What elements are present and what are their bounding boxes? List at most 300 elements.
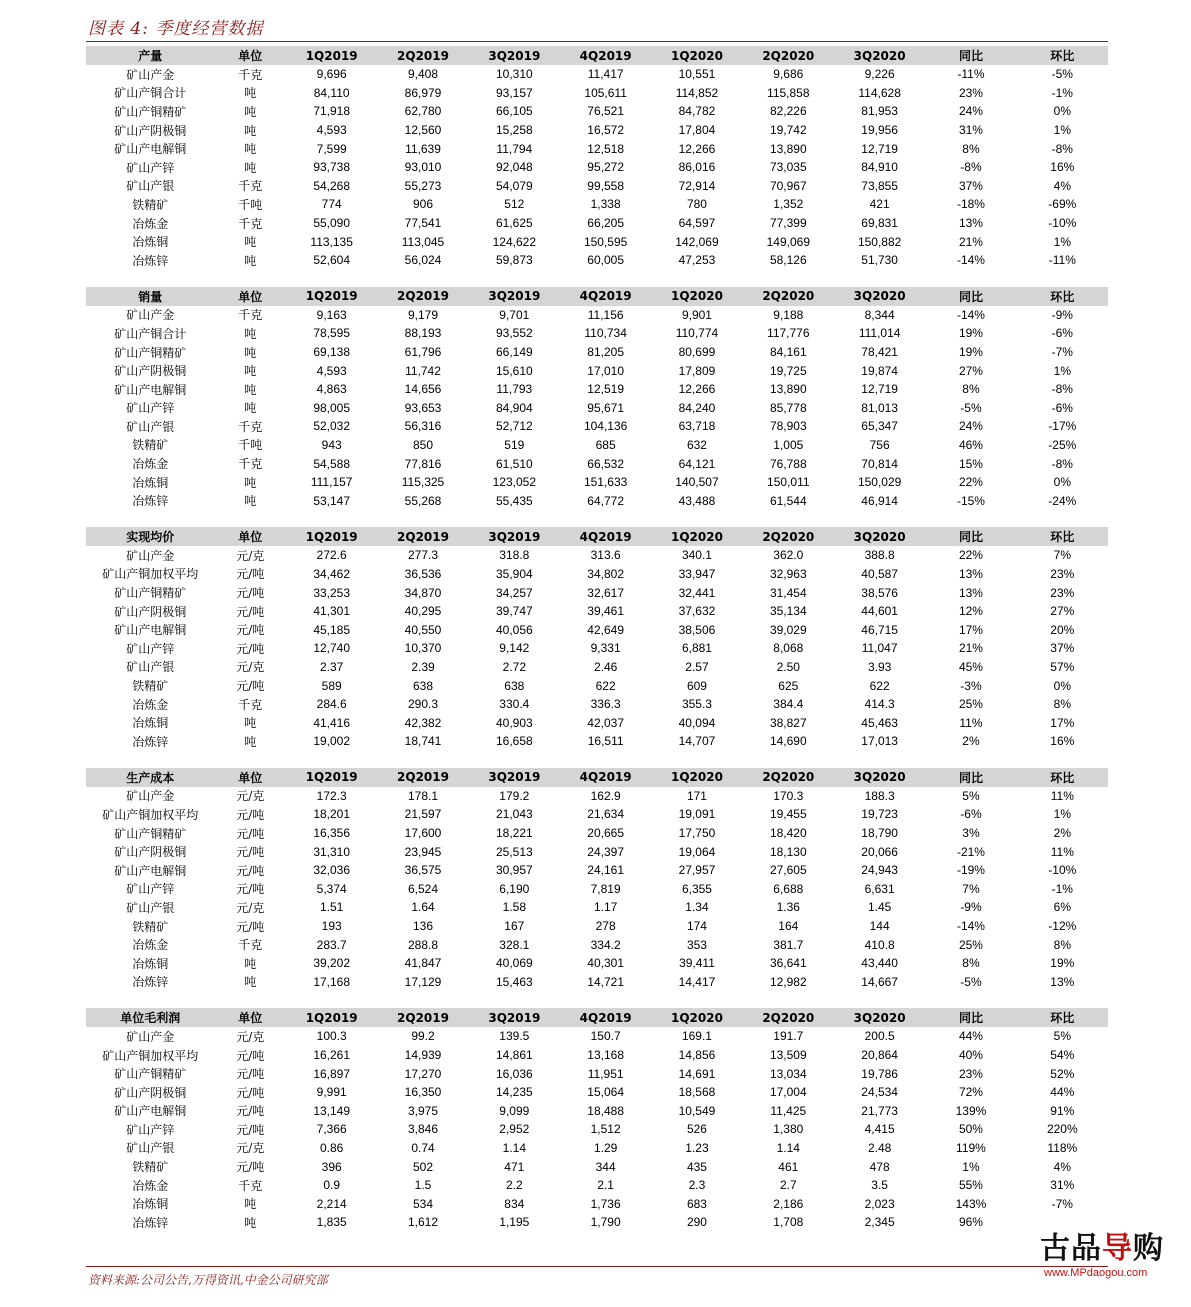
value-cell: 9,696	[316, 67, 347, 82]
unit-cell: 吨	[244, 160, 257, 175]
value-cell: 17,270	[404, 1066, 442, 1081]
value-cell: 461	[778, 1159, 799, 1174]
value-cell: 19,002	[313, 734, 351, 749]
source-note: 资料来源:公司公告,万得资讯,中金公司研究部	[88, 1273, 328, 1287]
table-row	[86, 491, 1108, 510]
table-row	[86, 1157, 1108, 1176]
value-cell: 16%	[1050, 160, 1075, 175]
value-cell: 0.86	[319, 1140, 344, 1155]
value-cell: 17,010	[587, 363, 624, 378]
value-cell: 17,804	[678, 123, 716, 138]
column-header: 4Q2019	[560, 527, 651, 546]
table-section	[86, 527, 1108, 751]
row-label: 矿山产锌	[126, 1122, 175, 1137]
value-cell: 38,576	[861, 585, 898, 600]
value-cell: 40,056	[495, 622, 533, 637]
value-cell: 37%	[958, 178, 983, 193]
value-cell: -9%	[1051, 307, 1073, 322]
value-cell: 16,897	[313, 1066, 351, 1081]
value-cell: 55,268	[404, 493, 442, 508]
value-cell: 16,350	[404, 1085, 442, 1100]
value-cell: 3.93	[867, 659, 892, 674]
value-cell: 46%	[958, 437, 983, 452]
table-row	[86, 639, 1108, 658]
value-cell: 7,599	[316, 141, 347, 156]
value-cell: 91%	[1050, 1103, 1075, 1118]
table-row	[86, 177, 1108, 196]
row-label: 矿山产铜精矿	[114, 826, 187, 841]
value-cell: 96%	[958, 1215, 983, 1230]
value-cell: 7%	[962, 881, 980, 896]
unit-cell: 元/吨	[236, 604, 265, 619]
value-cell: 88,193	[404, 326, 442, 341]
table-section	[86, 1008, 1108, 1232]
value-cell: 39,029	[769, 622, 807, 637]
value-cell: 10,551	[678, 67, 716, 82]
value-cell: 114,628	[858, 85, 901, 100]
value-cell: -3%	[960, 678, 982, 693]
table-row	[86, 880, 1108, 899]
value-cell: 71,918	[313, 104, 351, 119]
unit-cell: 千克	[238, 419, 263, 434]
value-cell: -10%	[1048, 216, 1077, 231]
value-cell: 20,864	[861, 1048, 898, 1063]
unit-cell: 元/吨	[236, 679, 265, 694]
value-cell: 1.58	[502, 900, 526, 915]
value-cell: 12,518	[587, 141, 624, 156]
value-cell: 16,572	[587, 123, 624, 138]
value-cell: 4%	[1053, 178, 1071, 193]
unit-cell: 吨	[244, 123, 257, 138]
value-cell: 19,874	[861, 363, 898, 378]
value-cell: 84,161	[769, 345, 807, 360]
value-cell: 526	[686, 1122, 707, 1137]
value-cell: 5,374	[316, 881, 347, 896]
value-cell: 9,701	[499, 307, 530, 322]
value-cell: 410.8	[864, 937, 895, 952]
value-cell: 334.2	[590, 937, 621, 952]
value-cell: 111,157	[310, 475, 353, 490]
value-cell: 16,261	[313, 1048, 351, 1063]
value-cell: 12,519	[587, 382, 624, 397]
column-header: 4Q2019	[560, 287, 651, 306]
unit-cell: 千克	[238, 457, 263, 472]
row-label: 矿山产锌	[126, 882, 175, 897]
value-cell: 32,441	[678, 585, 716, 600]
value-cell: 34,257	[495, 585, 533, 600]
value-cell: 1.17	[593, 900, 618, 915]
value-cell: 344	[595, 1159, 616, 1174]
value-cell: -8%	[960, 160, 982, 175]
value-cell: 27%	[1050, 604, 1075, 619]
value-cell: -5%	[960, 974, 982, 989]
value-cell: 12,982	[769, 974, 807, 989]
value-cell: 33,253	[313, 585, 351, 600]
value-cell: 12%	[958, 604, 983, 619]
value-cell: 4,415	[864, 1122, 895, 1137]
value-cell: 396	[321, 1159, 342, 1174]
value-cell: 9,226	[864, 67, 895, 82]
unit-cell: 千克	[238, 938, 263, 953]
value-cell: 20,665	[587, 826, 624, 841]
value-cell: 144	[869, 919, 890, 934]
value-cell: 42,037	[587, 715, 624, 730]
value-cell: 13%	[958, 566, 983, 581]
value-cell: 34,802	[587, 566, 624, 581]
table-row	[86, 1027, 1108, 1046]
column-header: 2Q2020	[743, 527, 834, 546]
table-row	[86, 1120, 1108, 1139]
value-cell: 1.29	[593, 1140, 618, 1155]
unit-cell: 元/吨	[236, 919, 265, 934]
value-cell: 24%	[958, 104, 983, 119]
value-cell: 512	[504, 197, 525, 212]
value-cell: 21,773	[861, 1103, 898, 1118]
value-cell: 330.4	[499, 697, 530, 712]
value-cell: 149,069	[766, 234, 810, 249]
value-cell: 1%	[1053, 123, 1071, 138]
value-cell: 2.72	[502, 659, 526, 674]
value-cell: 24%	[958, 419, 983, 434]
value-cell: -10%	[1048, 863, 1077, 878]
row-label: 矿山产银	[126, 179, 175, 194]
watermark-part: 导	[1102, 1232, 1133, 1265]
value-cell: 45,185	[313, 622, 351, 637]
value-cell: 77,399	[769, 216, 807, 231]
value-cell: 50%	[958, 1122, 983, 1137]
value-cell: 78,903	[769, 419, 807, 434]
value-cell: 31,310	[313, 844, 351, 859]
value-cell: 124,622	[492, 234, 537, 249]
value-cell: -18%	[956, 197, 985, 212]
value-cell: 38,506	[678, 622, 716, 637]
row-label: 矿山产铜加权平均	[102, 1048, 199, 1063]
value-cell: 850	[412, 437, 433, 452]
value-cell: 14,417	[678, 974, 716, 989]
column-header: 3Q2020	[834, 527, 925, 546]
value-cell: 58,126	[769, 253, 807, 268]
value-cell: 27,605	[769, 863, 807, 878]
unit-cell: 千克	[238, 67, 263, 82]
row-label: 矿山产银	[126, 1141, 175, 1156]
value-cell: 11,047	[861, 641, 898, 656]
value-cell: 93,653	[404, 400, 442, 415]
value-cell: 220%	[1046, 1122, 1078, 1137]
value-cell: 56,316	[404, 419, 442, 434]
value-cell: 1,338	[590, 197, 621, 212]
value-cell: 150.7	[590, 1029, 621, 1044]
unit-cell: 吨	[244, 235, 257, 250]
value-cell: 33,947	[678, 566, 716, 581]
value-cell: 93,738	[313, 160, 351, 175]
value-cell: 288.8	[407, 937, 438, 952]
row-label: 冶炼锌	[132, 253, 169, 268]
value-cell: 1,352	[773, 197, 804, 212]
table-row	[86, 1102, 1108, 1121]
table-row	[86, 232, 1108, 251]
table-row	[86, 380, 1108, 399]
value-cell: 19,786	[861, 1066, 898, 1081]
value-cell: 290	[686, 1215, 707, 1230]
value-cell: 18,201	[313, 807, 351, 822]
value-cell: 12,266	[678, 141, 716, 156]
value-cell: 384.4	[773, 697, 804, 712]
value-cell: 41,416	[313, 715, 351, 730]
table-row	[86, 1064, 1108, 1083]
unit-cell: 元/克	[236, 548, 265, 563]
table-row	[86, 565, 1108, 584]
value-cell: 55,090	[313, 216, 351, 231]
value-cell: 20,066	[861, 844, 898, 859]
value-cell: -12%	[1048, 919, 1077, 934]
value-cell: 11,951	[587, 1066, 624, 1081]
value-cell: 6,190	[499, 881, 530, 896]
value-cell: 51,730	[861, 253, 898, 268]
column-header: 3Q2020	[834, 287, 925, 306]
value-cell: 40,550	[404, 622, 442, 637]
value-cell: 17,600	[404, 826, 442, 841]
value-cell: 72,914	[678, 178, 716, 193]
value-cell: 5%	[1053, 1029, 1071, 1044]
value-cell: 41,847	[404, 956, 442, 971]
section-header: 产量	[86, 46, 215, 65]
column-header: 1Q2019	[286, 46, 377, 65]
value-cell: 1%	[962, 1159, 980, 1174]
row-label: 冶炼铜	[132, 956, 169, 971]
unit-cell: 千克	[238, 179, 263, 194]
value-cell: -19%	[956, 863, 985, 878]
value-cell: 54,588	[313, 456, 351, 471]
value-cell: 55,273	[404, 178, 442, 193]
value-cell: 6,355	[681, 881, 712, 896]
unit-cell: 元/吨	[236, 845, 265, 860]
value-cell: 164	[778, 919, 799, 934]
table-row	[86, 399, 1108, 418]
column-header: 3Q2019	[469, 287, 560, 306]
value-cell: 115,325	[401, 475, 445, 490]
value-cell: 171	[686, 788, 707, 803]
value-cell: 65,347	[861, 419, 898, 434]
value-cell: 40,301	[587, 956, 624, 971]
unit-cell: 吨	[244, 253, 257, 268]
figure-title: 图表 4: 季度经营数据	[88, 19, 264, 39]
row-label: 矿山产电解铜	[114, 623, 187, 638]
unit-cell: 吨	[244, 475, 257, 490]
value-cell: 3.5	[871, 1178, 888, 1193]
value-cell: 84,904	[495, 400, 533, 415]
value-cell: 8%	[962, 141, 980, 156]
value-cell: -15%	[956, 493, 985, 508]
column-header: 2Q2019	[377, 768, 468, 787]
value-cell: 36,536	[404, 566, 442, 581]
table-row	[86, 898, 1108, 917]
value-cell: 19,091	[678, 807, 716, 822]
value-cell: 290.3	[407, 697, 438, 712]
value-cell: 21,597	[404, 807, 442, 822]
row-label: 矿山产电解铜	[114, 863, 187, 878]
value-cell: 32,617	[587, 585, 624, 600]
value-cell: 45,463	[861, 715, 898, 730]
value-cell: 13,890	[769, 382, 807, 397]
value-cell: 110,734	[584, 326, 627, 341]
data-tables	[86, 46, 1108, 1232]
value-cell: 169.1	[681, 1029, 712, 1044]
value-cell: 27%	[958, 363, 983, 378]
value-cell: 98,005	[313, 400, 351, 415]
column-header: 2Q2019	[377, 527, 468, 546]
column-header: 环比	[1017, 1008, 1108, 1027]
row-label: 矿山产铜精矿	[114, 586, 187, 601]
value-cell: 32,963	[769, 566, 807, 581]
value-cell: 70,967	[769, 178, 807, 193]
value-cell: 5%	[962, 788, 980, 803]
table-row	[86, 695, 1108, 714]
table-row	[86, 121, 1108, 140]
value-cell: 95,671	[587, 400, 624, 415]
row-label: 矿山产阴极铜	[114, 123, 187, 138]
value-cell: 47,253	[678, 253, 716, 268]
column-header: 单位	[215, 768, 286, 787]
table-header-row	[86, 768, 1108, 787]
value-cell: 119%	[956, 1140, 986, 1155]
value-cell: 69,138	[313, 345, 351, 360]
value-cell: 70,814	[861, 456, 898, 471]
value-cell: 622	[595, 678, 616, 693]
value-cell: 13,149	[313, 1103, 351, 1118]
value-cell: 780	[686, 197, 707, 212]
value-cell: 278	[595, 919, 616, 934]
value-cell: 9,686	[773, 67, 804, 82]
value-cell: 6%	[1053, 900, 1071, 915]
value-cell: 78,595	[313, 326, 351, 341]
value-cell: 19%	[958, 345, 983, 360]
table-row	[86, 546, 1108, 565]
value-cell: -6%	[960, 807, 982, 822]
value-cell: 3,846	[407, 1122, 438, 1137]
value-cell: 7,819	[590, 881, 621, 896]
section-header: 销量	[86, 287, 215, 306]
value-cell: 11,793	[496, 382, 533, 397]
value-cell: 36,641	[769, 956, 807, 971]
value-cell: 1.5	[414, 1178, 432, 1193]
column-header: 1Q2019	[286, 287, 377, 306]
value-cell: 9,163	[316, 307, 347, 322]
value-cell: 18,130	[769, 844, 807, 859]
value-cell: 0%	[1053, 475, 1071, 490]
value-cell: 21,634	[587, 807, 624, 822]
value-cell: 77,816	[404, 456, 442, 471]
column-header: 同比	[925, 46, 1016, 65]
value-cell: -69%	[1048, 197, 1077, 212]
value-cell: 2.39	[411, 659, 435, 674]
value-cell: 18,488	[587, 1103, 624, 1118]
value-cell: 35,134	[769, 604, 807, 619]
value-cell: 22%	[958, 548, 983, 563]
value-cell: 45%	[958, 659, 983, 674]
value-cell: 1.51	[319, 900, 344, 915]
value-cell: 2.7	[779, 1178, 797, 1193]
value-cell: 52%	[1050, 1066, 1075, 1081]
table-row	[86, 583, 1108, 602]
unit-cell: 元/吨	[236, 641, 265, 656]
value-cell: 17,004	[769, 1085, 807, 1100]
unit-cell: 吨	[244, 975, 257, 990]
value-cell: 18,221	[495, 826, 533, 841]
column-header: 1Q2019	[286, 1008, 377, 1027]
value-cell: 638	[412, 678, 433, 693]
value-cell: 8%	[1053, 937, 1071, 952]
data-table	[86, 768, 1108, 992]
value-cell: 589	[321, 678, 342, 693]
value-cell: 143%	[955, 1196, 987, 1211]
unit-cell: 千克	[238, 308, 263, 323]
value-cell: 99.2	[411, 1029, 435, 1044]
row-label: 矿山产铜加权平均	[102, 567, 199, 582]
value-cell: 18,741	[404, 734, 442, 749]
value-cell: 16,356	[313, 826, 351, 841]
row-label: 矿山产铜精矿	[114, 345, 187, 360]
value-cell: 4,863	[316, 382, 347, 397]
column-header: 环比	[1017, 527, 1108, 546]
value-cell: 150,029	[857, 475, 902, 490]
value-cell: 167	[504, 919, 525, 934]
table-row	[86, 602, 1108, 621]
table-header-row	[86, 1008, 1108, 1027]
row-label: 铁精矿	[132, 197, 169, 212]
table-row	[86, 935, 1108, 954]
table-row	[86, 1046, 1108, 1065]
unit-cell: 吨	[244, 104, 257, 119]
value-cell: 14,691	[678, 1066, 716, 1081]
value-cell: 136	[412, 919, 433, 934]
column-header: 单位	[215, 527, 286, 546]
value-cell: 2.1	[597, 1178, 614, 1193]
column-header: 同比	[925, 768, 1016, 787]
table-row	[86, 1083, 1108, 1102]
value-cell: -9%	[960, 900, 982, 915]
watermark-part: 古品	[1040, 1232, 1102, 1265]
value-cell: 44%	[1050, 1085, 1075, 1100]
value-cell: 23%	[958, 1066, 983, 1081]
value-cell: 42,382	[404, 715, 442, 730]
value-cell: 31%	[958, 123, 983, 138]
table-row	[86, 842, 1108, 861]
value-cell: 118%	[1047, 1140, 1078, 1155]
value-cell: 9,142	[499, 641, 530, 656]
value-cell: 22%	[958, 475, 983, 490]
table-section	[86, 46, 1108, 270]
value-cell: 272.6	[316, 548, 347, 563]
unit-cell: 元/吨	[236, 882, 265, 897]
value-cell: 6,631	[864, 881, 895, 896]
value-cell: 1.14	[776, 1140, 800, 1155]
value-cell: 46,914	[861, 493, 898, 508]
value-cell: 19,064	[678, 844, 716, 859]
value-cell: 11,156	[587, 307, 624, 322]
row-label: 矿山产金	[126, 1029, 175, 1044]
value-cell: 117,776	[767, 326, 810, 341]
value-cell: 1.34	[685, 900, 709, 915]
value-cell: 24,943	[861, 863, 898, 878]
value-cell: 609	[686, 678, 707, 693]
value-cell: 277.3	[407, 548, 438, 563]
value-cell: 355.3	[681, 697, 712, 712]
value-cell: 15,610	[495, 363, 533, 378]
value-cell: 52,032	[313, 419, 351, 434]
value-cell: 66,105	[495, 104, 533, 119]
value-cell: 2,023	[864, 1196, 895, 1211]
value-cell: 84,240	[678, 400, 716, 415]
